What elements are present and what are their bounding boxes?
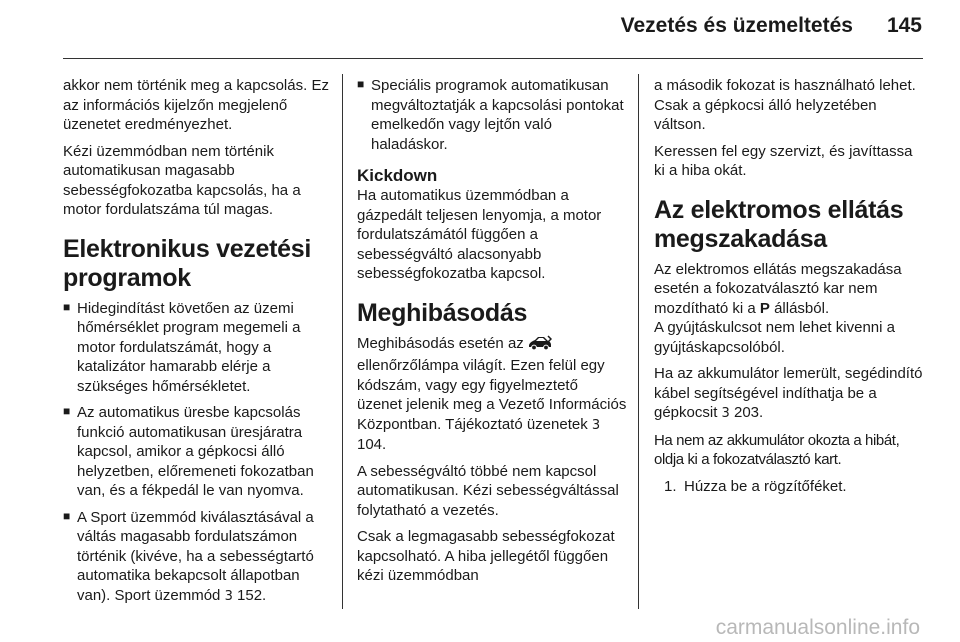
paragraph: Ha nem az akkumulátor okozta a hibát, oldja ki a fokozatválasztó kart. (654, 431, 900, 468)
list-item: ■ Hidegindítást követően az üzemi hőmérséklet program megemeli a motor fordulatszámát, hogy a katalizátor hamarabb elérje a szükséges hőmérsékletet. (63, 299, 301, 395)
column-divider (342, 74, 343, 609)
list-item: ■ Speciális programok automatikusan megváltoztatják a kapcsolási pontokat emelkedőn vagy lejtőn való haladáskor. (357, 77, 624, 153)
paragraph: Csak a legmagasabb sebességfokozat kapcsolható. A hiba jellegétől függően kézi üzemmódban (357, 528, 615, 584)
car-warning-icon (528, 335, 552, 357)
column-1 (63, 76, 331, 613)
bullet-icon: ■ (63, 508, 71, 523)
page-ref-icon: 3 (591, 417, 601, 433)
paragraph: a második fokozat is használható lehet. Csak a gépkocsi álló helyzetében váltson. (654, 77, 916, 133)
paragraph: Keressen fel egy szervizt, és javíttassa ki a hiba okát. (654, 142, 913, 179)
list-item: ■ Az automatikus üresbe kapcsolás funkció automatikusan üresjáratra kapcsol, amikor a gépkocsi álló helyzetben, előremeneti fokozatban van, és a fékpedál le van nyomva. (63, 404, 314, 499)
header-rule (63, 58, 923, 59)
page-ref-icon: 3 (224, 588, 233, 604)
paragraph: A gyújtáskulcsot nem lehet kivenni a gyújtáskapcsolóból. (654, 319, 895, 356)
column-2 (357, 76, 627, 593)
watermark: carmanualsonline.info (715, 616, 920, 639)
page-ref-link[interactable]: 104. (357, 436, 387, 453)
paragraph: Meghibásodás esetén az ellenőrzőlámpa világít. Ezen felül egy kódszám, vagy egy figyelmeztető üzenet jelenik meg a Vezető Információs Központban. Tájékoztató üzenetek 3 104. (357, 334, 627, 453)
section-heading: Elektronikus vezetési programok (63, 234, 311, 292)
paragraph: Az elektromos ellátás megszakadása esetén a fokozatválasztó kar nem mozdítható ki a P állásból. (654, 260, 902, 317)
bullet-list (63, 299, 331, 607)
page-ref-icon: 3 (721, 406, 730, 421)
header-title: Vezetés és üzemeltetés (620, 14, 853, 37)
paragraph: A sebességváltó többé nem kapcsol automatikusan. Kézi sebességváltással folytatható a vezetés. (357, 462, 619, 519)
subheading: Kickdown (357, 166, 438, 185)
bullet-list (357, 76, 627, 154)
list-item: 1. Húzza be a rögzítőféket. (664, 477, 847, 495)
bullet-icon: ■ (63, 404, 71, 418)
bullet-icon: ■ (357, 77, 365, 91)
section-heading: Meghibásodás (357, 298, 528, 327)
paragraph: Kézi üzemmódban nem történik automatikusan magasabb sebességfokozatba kapcsolás, ha a motor fordulatszáma túl magas. (63, 142, 301, 218)
section-heading: Az elektromos ellátás megszakadása (654, 195, 904, 253)
bullet-icon: ■ (63, 299, 71, 314)
column-divider (638, 74, 639, 609)
page-ref-link[interactable]: 152. (237, 586, 267, 604)
paragraph: akkor nem történik meg a kapcsolás. Ez az információs kijelzőn megjelenő üzenetet eredményezhet. (63, 77, 329, 133)
list-item: ■ A Sport üzemmód kiválasztásával a váltás magasabb fordulatszámon történik (kivéve, ha a sebességtartó automatika bekapcsolt állapotban van). Sport üzemmód 3 152. (63, 508, 314, 604)
page-ref-link[interactable]: 203. (734, 404, 764, 421)
page-header (621, 14, 922, 38)
paragraph: Ha automatikus üzemmódban a gázpedált teljesen lenyomja, a motor fordulatszámától függően a sebességváltó alacsonyabb sebességfokozatba kapcsol. (357, 187, 602, 282)
column-3 (654, 76, 926, 503)
paragraph: Ha az akkumulátor lemerült, segédindító kábel segítségével indíthatja be a gépkocsit 3 203. (654, 365, 923, 421)
numbered-list (654, 477, 926, 497)
page-number: 145 (886, 14, 922, 37)
